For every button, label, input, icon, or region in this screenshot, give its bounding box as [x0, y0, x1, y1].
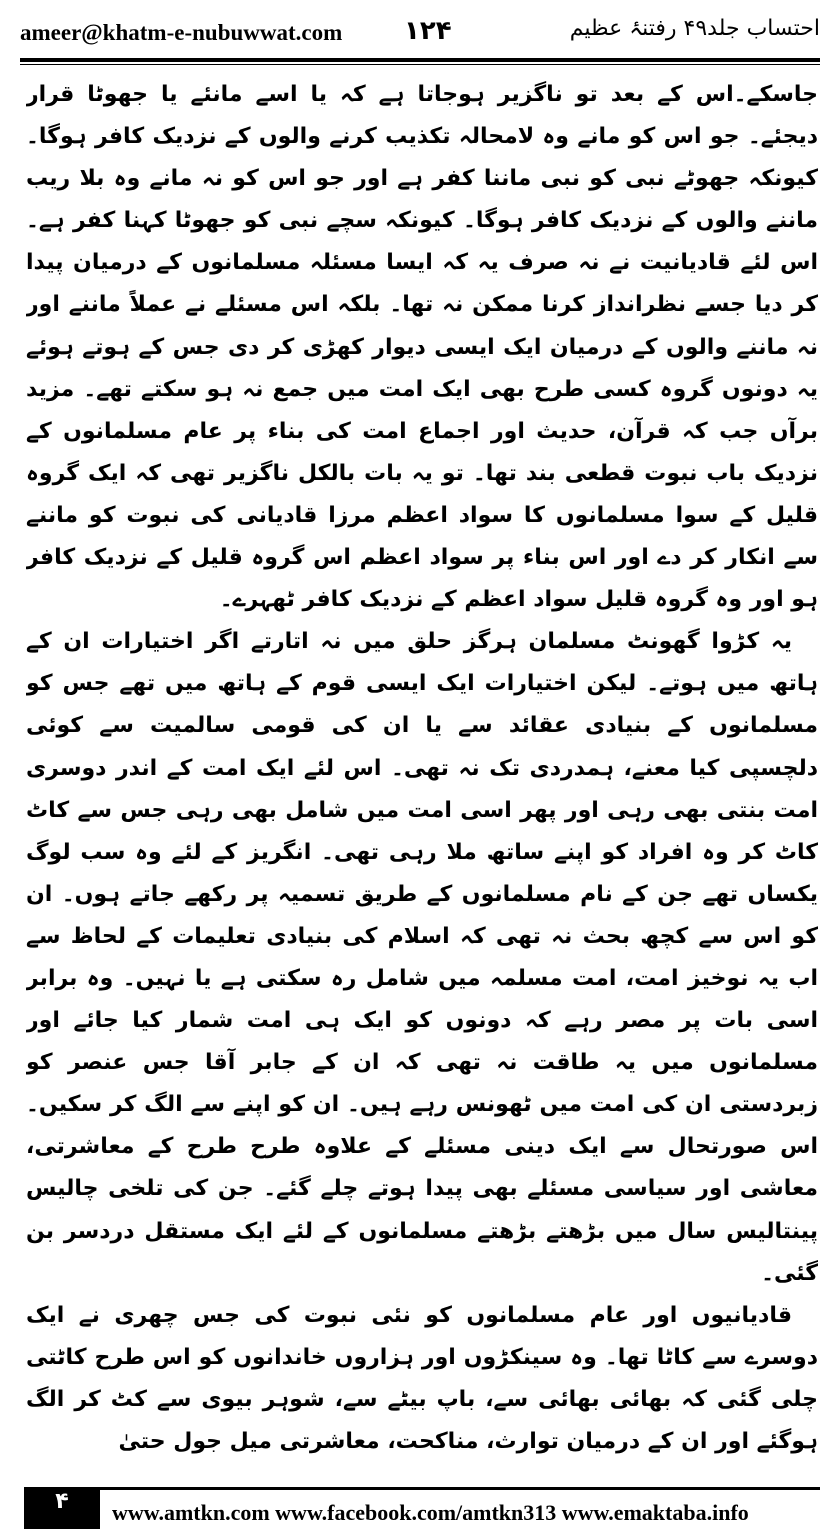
paragraph-2: یہ کڑوا گھونٹ مسلمان ہرگز حلق میں نہ اتارتے اگر اختیارات ان کے ہاتھ میں ہوتے۔ لیکن اختیارات ایک ایسی قوم کے ہاتھ میں تھے جس کو مسلمانوں کے بنیادی عقائد سے یا ان کی قومی سالمیت سے کوئی دلچسپی کیا معنے، ہمدردی تک نہ تھی۔ اس لئے ایک امت کے اندر دوسری امت بنتی بھی رہی اور پھر اسی امت میں شامل بھی رہی جس سے کاٹ کاٹ کر وہ افراد کو اپنے ساتھ ملا رہی تھی۔ انگریز کے لئے وہ سب لوگ یکساں تھے جن کے نام مسلمانوں کے طریق تسمیہ پر رکھے جاتے ہوں۔ ان کو اس سے کچھ بحث نہ تھی کہ اسلام کی بنیادی تعلیمات کے لحاظ سے اب یہ نوخیز امت، امت مسلمہ میں شامل رہ سکتی ہے یا نہیں۔ وہ برابر اسی بات پر مصر رہے کہ دونوں کو ایک ہی امت شمار کیا جائے اور مسلمانوں میں یہ طاقت نہ تھی کہ ان کے جابر آقا جس عنصر کو زبردستی ان کی امت میں ٹھونس رہے ہیں۔ ان کو اپنے سے الگ کر سکیں۔ اس صورتحال سے ایک دینی مسئلے کے علاوہ طرح طرح کے معاشرتی، معاشی اور سیاسی مسئلے بھی پیدا ہوتے چلے گئے۔ جن کی تلخی چالیس پینتالیس سال میں بڑھتے بڑھتے مسلمانوں کے لئے ایک مستقل دردسر بن گئی۔ [26, 629, 818, 1286]
body-text [26, 74, 818, 1459]
page-header [20, 14, 820, 54]
header-running-title: احتساب جلد۴۹ رفتنۂ عظیم [569, 16, 820, 41]
footer-links: www.amtkn.com www.facebook.com/amtkn313 www.emaktaba.info [112, 1500, 749, 1525]
paragraph-1: جاسکے۔اس کے بعد تو ناگزیر ہوجاتا ہے کہ یا اسے مانئے یا جھوٹا قرار دیجئے۔ جو اس کو مانے وہ لامحالہ تکذیب کرنے والوں کے نزدیک کافر ہوگا۔ کیونکہ جھوٹے نبی کو نبی ماننا کفر ہے اور جو اس کو نہ مانے وہ بلا ریب ماننے والوں کے نزدیک کافر ہوگا۔ کیونکہ سچے نبی کو جھوٹا کہنا کفر ہے۔ اس لئے قادیانیت نے نہ صرف یہ کہ ایسا مسئلہ مسلمانوں کے درمیان پیدا کر دیا جسے نظرانداز کرنا ممکن نہ تھا۔ بلکہ اس مسئلے نے عملاً ماننے اور نہ ماننے والوں کے درمیان ایک ایسی دیوار کھڑی کر دی جس کے ہوتے ہوئے یہ دونوں گروہ کسی طرح بھی ایک امت میں جمع نہ ہو سکتے تھے۔ مزید برآں جب کہ قرآن، حدیث اور اجماع امت کی بناء پر عام مسلمانوں کے نزدیک باب نبوت قطعی بند تھا۔ تو یہ بات بالکل ناگزیر تھی کہ ایک گروہ قلیل کے سوا مسلمانوں کا سواد اعظم مرزا قادیانی کی نبوت کو ماننے سے انکار کر دے اور اس بناء پر سواد اعظم اس گروہ قلیل کے نزدیک کافر ہو اور وہ گروہ قلیل سواد اعظم کے نزدیک کافر ٹھہرے۔ [26, 82, 818, 613]
header-rule-thick [20, 58, 820, 62]
footer-rule [100, 1487, 820, 1490]
header-rule-thin [20, 64, 820, 65]
footer-page-number: ۴ [24, 1487, 100, 1529]
header-page-number: ۱۲۴ [404, 16, 452, 46]
paragraph-3: قادیانیوں اور عام مسلمانوں کو نئی نبوت کی جس چھری نے ایک دوسرے سے کاٹا تھا۔ وہ سینکڑوں اور ہزاروں خاندانوں کو اس طرح کاٹتی چلی گئی کہ بھائی بھائی سے، باپ بیٹے سے، شوہر بیوی سے کٹ کر الگ ہوگئے اور ان کے درمیان توارث، مناکحت، معاشرتی میل جول حتیٰ [26, 1302, 818, 1454]
header-email: ameer@khatm-e-nubuwwat.com [20, 20, 343, 45]
